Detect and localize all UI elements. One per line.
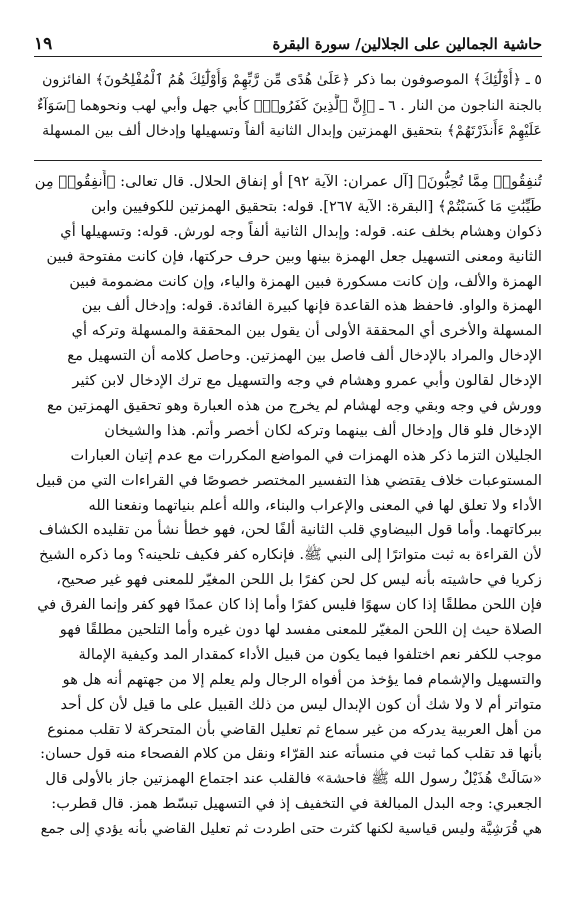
commentary-line: الجليلان التزما ذكر هذه الهمزات في المواضع المكررات مع عدم إتيان العبارات [70,446,542,464]
commentary-line: بأنها قد تقلب كما ثبت في منسأته عند القرّاء ونقل من كلام الفصحاء منه قول حسان: [40,746,542,763]
commentary-line: الجعبري: وجه البدل المبالغة في التخفيف إذ في التسهيل تبسّط همز. قال قطرب: [51,795,542,813]
commentary-line: هي قُرَشِيَّة وليس قياسية لكنها كثرت حتى اطردت ثم تعليل القاضي بأنه يؤدي إلى جمع [40,821,542,838]
page-number: ١٩ [34,34,53,54]
commentary-line: الأداء ولا تعلق لها في المعنى والإعراب والبناء، والله أعلم بنياتهما ونفعنا الله [88,496,542,514]
commentary-line: طَيِّبَٰتِ مَا كَسَبْتُمْ﴾ [البقرة: الآية ٢٦٧]. قوله: بتحقيق الهمزتين للكوفيين وابن [91,197,542,215]
quran-line: بالجنة الناجون من النار . ٦ ـ ﴿إِنَّ ٱلَّذِينَ كَفَرُوا۟﴾ كأبي جهل وأبي لهب ونحوهما ﴿سَوَآءٌ [36,97,542,114]
commentary-line: «سَالَتْ هُذَيْلٌ رسول الله ﷺ فاحشة» فالقلب عند اجتماع الهمزتين جاز بالأولى قال [45,770,542,788]
running-title: حاشية الجمالين على الجلالين/ سورة البقرة [272,35,542,53]
commentary-line: والتسهيل والإشمام فما يؤخذ من أفواه الرجال ولم يعلم إلا من جهتهم أنه هل هو [62,670,542,688]
commentary-line: لأن القراءة به ثبت متواترًا إلى النبي ﷺ. فإنكاره كفر فكيف تلحينه؟ وما ذكره الشيخ [39,546,542,564]
commentary-line: ببركاتهما. وأما قول البيضاوي قلب الثانية ألفًا لحن، فهو خطأ نشأ من تقليده الكشاف [38,521,542,539]
commentary-line: الثانية ومعنى التسهيل جعل الهمزة بينها وبين حرف حركتها، فإن كانت مفتوحة فبين [46,247,542,265]
section-divider [34,160,542,161]
commentary-line: المسهلة والأخرى أي المحققة الأولى أن يقول بين المحققة والمسهلة وتركه أي [71,322,542,340]
commentary-line: فإن اللحن مطلقًا إذا كان سهوًا فليس كفرًا وأما إذا كان عمدًا فهو كفر وإنما الفرق في [37,597,542,614]
quran-tafsir-text [34,68,542,145]
quran-line: عَلَيْهِمْ ءَأَنذَرْتَهُمْ﴾ بتحقيق الهمزتين وإبدال الثانية ألفاً وتسهيلها وإدخال ألف بين المسهلة [42,123,542,139]
commentary-line: الهمزة والألف، وإن كانت مسكورة فبين الهمزة والياء، وإن كانت مضمومة فبين [69,272,542,290]
commentary-line: زكريا في حاشيته بأنه ليس كل لحن كفرًا بل اللحن المغيّر للمعنى فهو غير صحيح، [56,571,542,589]
page-header [34,30,542,57]
quran-line: ٥ ـ ﴿أُوْلَٰٓئِكَ﴾ الموصوفون بما ذكر ﴿عَلَىٰ هُدًى مِّن رَّبِّهِمْ وَأُوْلَٰٓئِكَ هُمُ ٱلْمُفْلِحُونَ﴾ الفائزون [42,72,542,88]
commentary-line: متواتر أم لا ولا شك أن كون الإبدال ليس من ذلك القبيل على ما قيل لأن كل أحد [60,695,542,713]
commentary-line: الصلاة حيث إن اللحن المغيّر للمعنى مفسد لها دون غيره وأما التلحين مطلقًا فهو [59,621,542,639]
commentary-line: تُنفِقُوا۟ مِمَّا تُحِبُّونَ﴾ [آل عمران: الآية ٩٢] أو إنفاق الحلال. قال تعالى: ﴿أَنفِقُوا۟ مِن [34,173,542,190]
commentary-text [34,170,542,842]
commentary-line: الإدخال لقالون وأبي عمرو وهشام في وجه والتسهيل مع ترك الإدخال لابن كثير [72,372,542,390]
commentary-line: موجب للكفر نعم اختلفوا فيما يكون من قبيل الأداء كمقدار المد وكيفية الإمالة [78,645,542,663]
commentary-line: الإدخال والمراد بالإدخال ألف فاصل بين الهمزتين. وحاصل كلامه أن التسهيل مع [67,347,542,365]
commentary-line: من أهل العربية يدركه من غير سماع ثم تعليل القاضي بأن المتحركة لا تقلب ممنوع [47,720,542,738]
commentary-line: وورش في وجه وبقي وجه لهشام لم يخرج من هذه العبارة وهو تحقيق الهمزتين مع [46,397,542,415]
commentary-line: الإدخال فلو قال وإدخال ألف بينهما وتركه لكان أخصر وأتم. هذا والشيخان [104,421,542,439]
commentary-line: ذكوان وهشام بخلف عنه. قوله: وإبدال الثانية ألفاً وجه لورش. قوله: وتسهيلها أي [60,222,542,240]
commentary-line: المستوعبات خلاف يقتضي هذا التفسير المختصر خصوصًا في القراءات التي من قبيل [35,471,542,489]
commentary-line: الهمزة والواو. فاحفظ هذه القاعدة فإنها كبيرة الفائدة. قوله: وإدخال ألف بين [81,297,542,315]
